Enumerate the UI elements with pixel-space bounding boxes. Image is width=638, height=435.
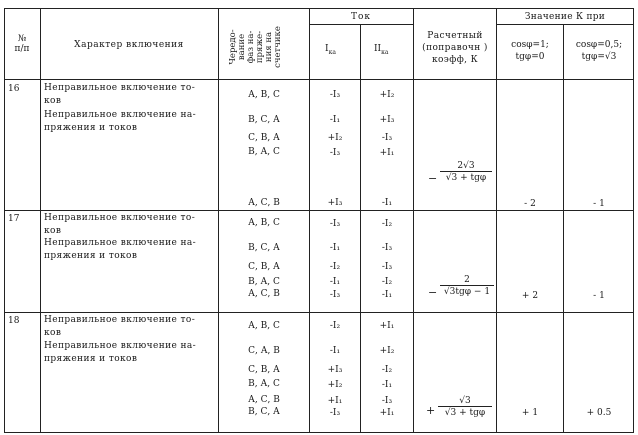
group-18-row-6-i1: -I₃ (329, 408, 341, 418)
group-17-k-cos05: - 1 (593, 291, 605, 301)
group-16-row-2-phase: В, С, А (248, 115, 280, 125)
group-16-row-3-i1: +I₂ (327, 133, 343, 143)
group-18-k-cos1: + 1 (521, 408, 539, 418)
group-18-k-cos05: + 0.5 (586, 408, 612, 418)
header-cos05: cosφ=0,5; (575, 40, 623, 50)
group-16-row-5-phase: А, С, В (248, 198, 280, 208)
group-18-row-3-i2: -I₂ (381, 365, 393, 375)
group-18-row-5-phase: А, С, В (248, 395, 280, 405)
header-sub-line-k (496, 24, 634, 25)
group-17-desc-voltage: Неправильное включение на- пряжения и токов (44, 238, 197, 261)
col-divider-k (563, 24, 564, 433)
group-18-formula-sign: + (426, 404, 436, 417)
group-16-row-4-phase: В, А, С (248, 147, 280, 157)
group-16-row-2-i1: -I₁ (329, 115, 341, 125)
group-17-desc-currents: Неправильное включение то- ков (44, 213, 196, 236)
group-16-row-5-i1: +I₃ (327, 198, 343, 208)
header-bottom-border (4, 79, 634, 80)
group-18-row-5-i2: -I₃ (381, 396, 393, 406)
group-16-desc-voltage: Неправильное включение на- пряжения и токов (44, 110, 197, 133)
group-18-row-6-i2: +I₁ (379, 408, 395, 418)
col-divider-num (40, 8, 41, 433)
group-17-formula-denominator: √3tgφ − 1 (443, 287, 491, 297)
group-18-row-2-phase: С, А, В (248, 346, 280, 356)
group-17-formula-numerator: 2 (440, 275, 494, 286)
table-left-border (4, 8, 5, 433)
group-17-top-border (4, 210, 634, 211)
group-18-row-1-i1: -I₂ (329, 321, 341, 331)
group-16-row-1-phase: А, В, С (248, 90, 280, 100)
group-18-row-3-phase: С, В, А (248, 365, 280, 375)
header-tg3: tgφ=√3 (581, 52, 617, 62)
table-right-border (633, 8, 634, 433)
group-18-row-1-phase: А, В, С (248, 321, 280, 331)
group-16-formula-denominator: √3 + tgφ (445, 173, 487, 183)
group-16-row-1-i1: -I₃ (329, 90, 341, 100)
group-16-formula (440, 161, 492, 183)
group-18-desc-currents: Неправильное включение то- ков (44, 315, 196, 338)
table-bottom-border (4, 432, 634, 433)
group-18-row-4-i2: -I₁ (381, 380, 393, 390)
group-16-number: 16 (8, 84, 20, 94)
header-phase-order: Чередо- вание фаз на- пряже- ния на счетчике (228, 26, 283, 68)
group-17-row-3-phase: С, В, А (248, 262, 280, 272)
group-16-k-cos05: - 1 (593, 199, 605, 209)
group-17-row-1-i2: -I₂ (381, 219, 393, 229)
group-17-row-3-i2: -I₃ (381, 262, 393, 272)
group-17-row-5-i1: -I₃ (329, 290, 341, 300)
col-divider-calc (496, 8, 497, 433)
group-17-row-5-i2: -I₁ (381, 290, 393, 300)
group-18-row-4-i1: +I₂ (327, 380, 343, 390)
group-18-number: 18 (8, 316, 20, 326)
group-16-row-5-i2: -I₁ (381, 198, 393, 208)
group-18-formula (438, 396, 492, 418)
header-i-ka: $I_{ка}$ (325, 44, 336, 56)
header-ii-ka: $II_{ка}$ (374, 44, 389, 56)
group-18-formula-numerator: √3 (438, 396, 492, 407)
group-16-desc-currents: Неправильное включение то- ков (44, 83, 196, 106)
group-18-desc-voltage: Неправильное включение на- пряжения и токов (44, 341, 197, 364)
group-18-row-2-i2: +I₂ (379, 346, 395, 356)
group-16-row-3-i2: -I₃ (381, 133, 393, 143)
group-17-row-4-phase: В, А, С (248, 277, 280, 287)
header-num: № п/п (14, 34, 30, 54)
group-18-top-border (4, 312, 634, 313)
group-16-row-1-i2: +I₂ (379, 90, 395, 100)
header-tok: Ток (350, 12, 372, 22)
group-17-row-2-i2: -I₃ (381, 243, 393, 253)
group-17-number: 17 (8, 214, 20, 224)
group-16-row-2-i2: +I₃ (379, 115, 395, 125)
group-16-formula-sign: − (428, 172, 438, 185)
group-17-row-4-i1: -I₁ (329, 277, 341, 287)
header-sub-line-tok (309, 24, 413, 25)
group-18-formula-denominator: √3 + tgφ (444, 408, 486, 418)
group-16-row-3-phase: С, В, А (248, 133, 280, 143)
group-16-row-4-i2: +I₁ (379, 148, 395, 158)
group-17-row-5-phase: А, С, В (248, 289, 280, 299)
group-18-row-3-i1: +I₃ (327, 365, 343, 375)
header-cos1: cosφ=1; (511, 40, 549, 50)
group-18-row-1-i2: +I₁ (379, 321, 395, 331)
group-16-k-cos1: - 2 (524, 199, 536, 209)
group-17-row-2-phase: В, С, А (248, 243, 280, 253)
header-tg0: tgφ=0 (515, 52, 545, 62)
group-16-formula-numerator: 2√3 (440, 161, 492, 172)
group-17-row-2-i1: -I₁ (329, 243, 341, 253)
group-18-row-4-phase: В, А, С (248, 379, 280, 389)
group-17-formula (440, 275, 494, 297)
header-calc-coeff: Расчетный (поправочн ) коэфф, К (422, 31, 488, 65)
group-17-formula-sign: − (428, 286, 438, 299)
group-16-row-4-i1: -I₃ (329, 148, 341, 158)
group-18-row-6-phase: В, С, А (248, 407, 280, 417)
group-17-row-1-phase: А, В, С (248, 218, 280, 228)
group-17-row-3-i1: -I₂ (329, 262, 341, 272)
table-top-border (4, 8, 634, 9)
group-18-row-5-i1: +I₁ (327, 396, 343, 406)
header-value-k: Значение К при (524, 12, 606, 22)
group-17-row-1-i1: -I₃ (329, 219, 341, 229)
group-17-k-cos1: + 2 (521, 291, 539, 301)
col-divider-tok-right (413, 8, 414, 433)
group-17-row-4-i2: -I₂ (381, 277, 393, 287)
group-18-row-2-i1: -I₁ (329, 346, 341, 356)
header-character: Характер включения (74, 40, 184, 50)
